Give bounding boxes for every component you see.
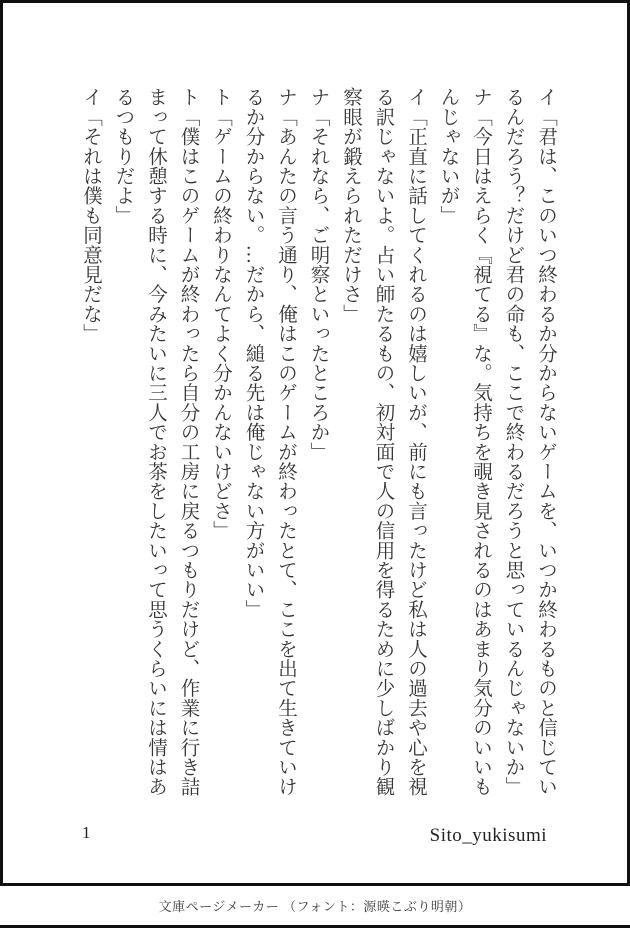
vertical-text-line: イ「君は、このいつ終わるか分からないゲームを、いつか終わるものと信じてい [535, 87, 556, 797]
vertical-text-line: ナ「あんたの言う通り、俺はこのゲームが終わったとて、ここを出て生きていけ [275, 87, 296, 797]
vertical-text-line: ト「ゲームの終わりなんてよく分かんないけどさ」 [210, 87, 231, 541]
vertical-text-line: イ「正直に話してくれるのは嬉しいが、前にも言ったけど私は人の過去や心を視 [405, 87, 426, 797]
vertical-text-line: る訳じゃないよ。占い師たるもの、初対面で人の信用を得るために少しばかり観 [372, 87, 394, 797]
vertical-text-line: ナ「それなら、ご明察といったところか」 [307, 87, 329, 462]
vertical-text-line: るつもりだよ」 [112, 87, 134, 225]
vertical-text-line: ナ「今日はえらく『視てる』な。気持ちを覗き見されるのはあまり気分のいいも [470, 87, 491, 797]
vertical-text-line: ト「僕はこのゲームが終わったら自分の工房に戻るつもりだけど、作業に行き詰 [177, 87, 199, 797]
vertical-text-line: イ「それは僕も同意見だな」 [80, 87, 101, 344]
vertical-text-block [74, 87, 562, 799]
vertical-text-line: るんだろう？だけど君の命も、ここで終わるだろうと思っているんじゃないか」 [502, 87, 524, 797]
vertical-text-line: んじゃないが」 [437, 87, 459, 225]
vertical-text-line: まって休憩する時に、今みたいに三人でお茶をしたいって思うくらいには情はあ [145, 87, 166, 797]
author-credit: Sito_yukisumi [429, 825, 547, 846]
vertical-text-line: るか分からない。…だから、縋る先は俺じゃない方がいい」 [242, 87, 264, 619]
generator-caption-strip [0, 886, 630, 925]
generator-caption: 文庫ページメーカー （フォント：源暎こぶり明朝） [158, 899, 472, 914]
vertical-text-line: 察眼が鍛えられただけさ」 [340, 87, 361, 324]
page-number: 1 [82, 823, 91, 842]
